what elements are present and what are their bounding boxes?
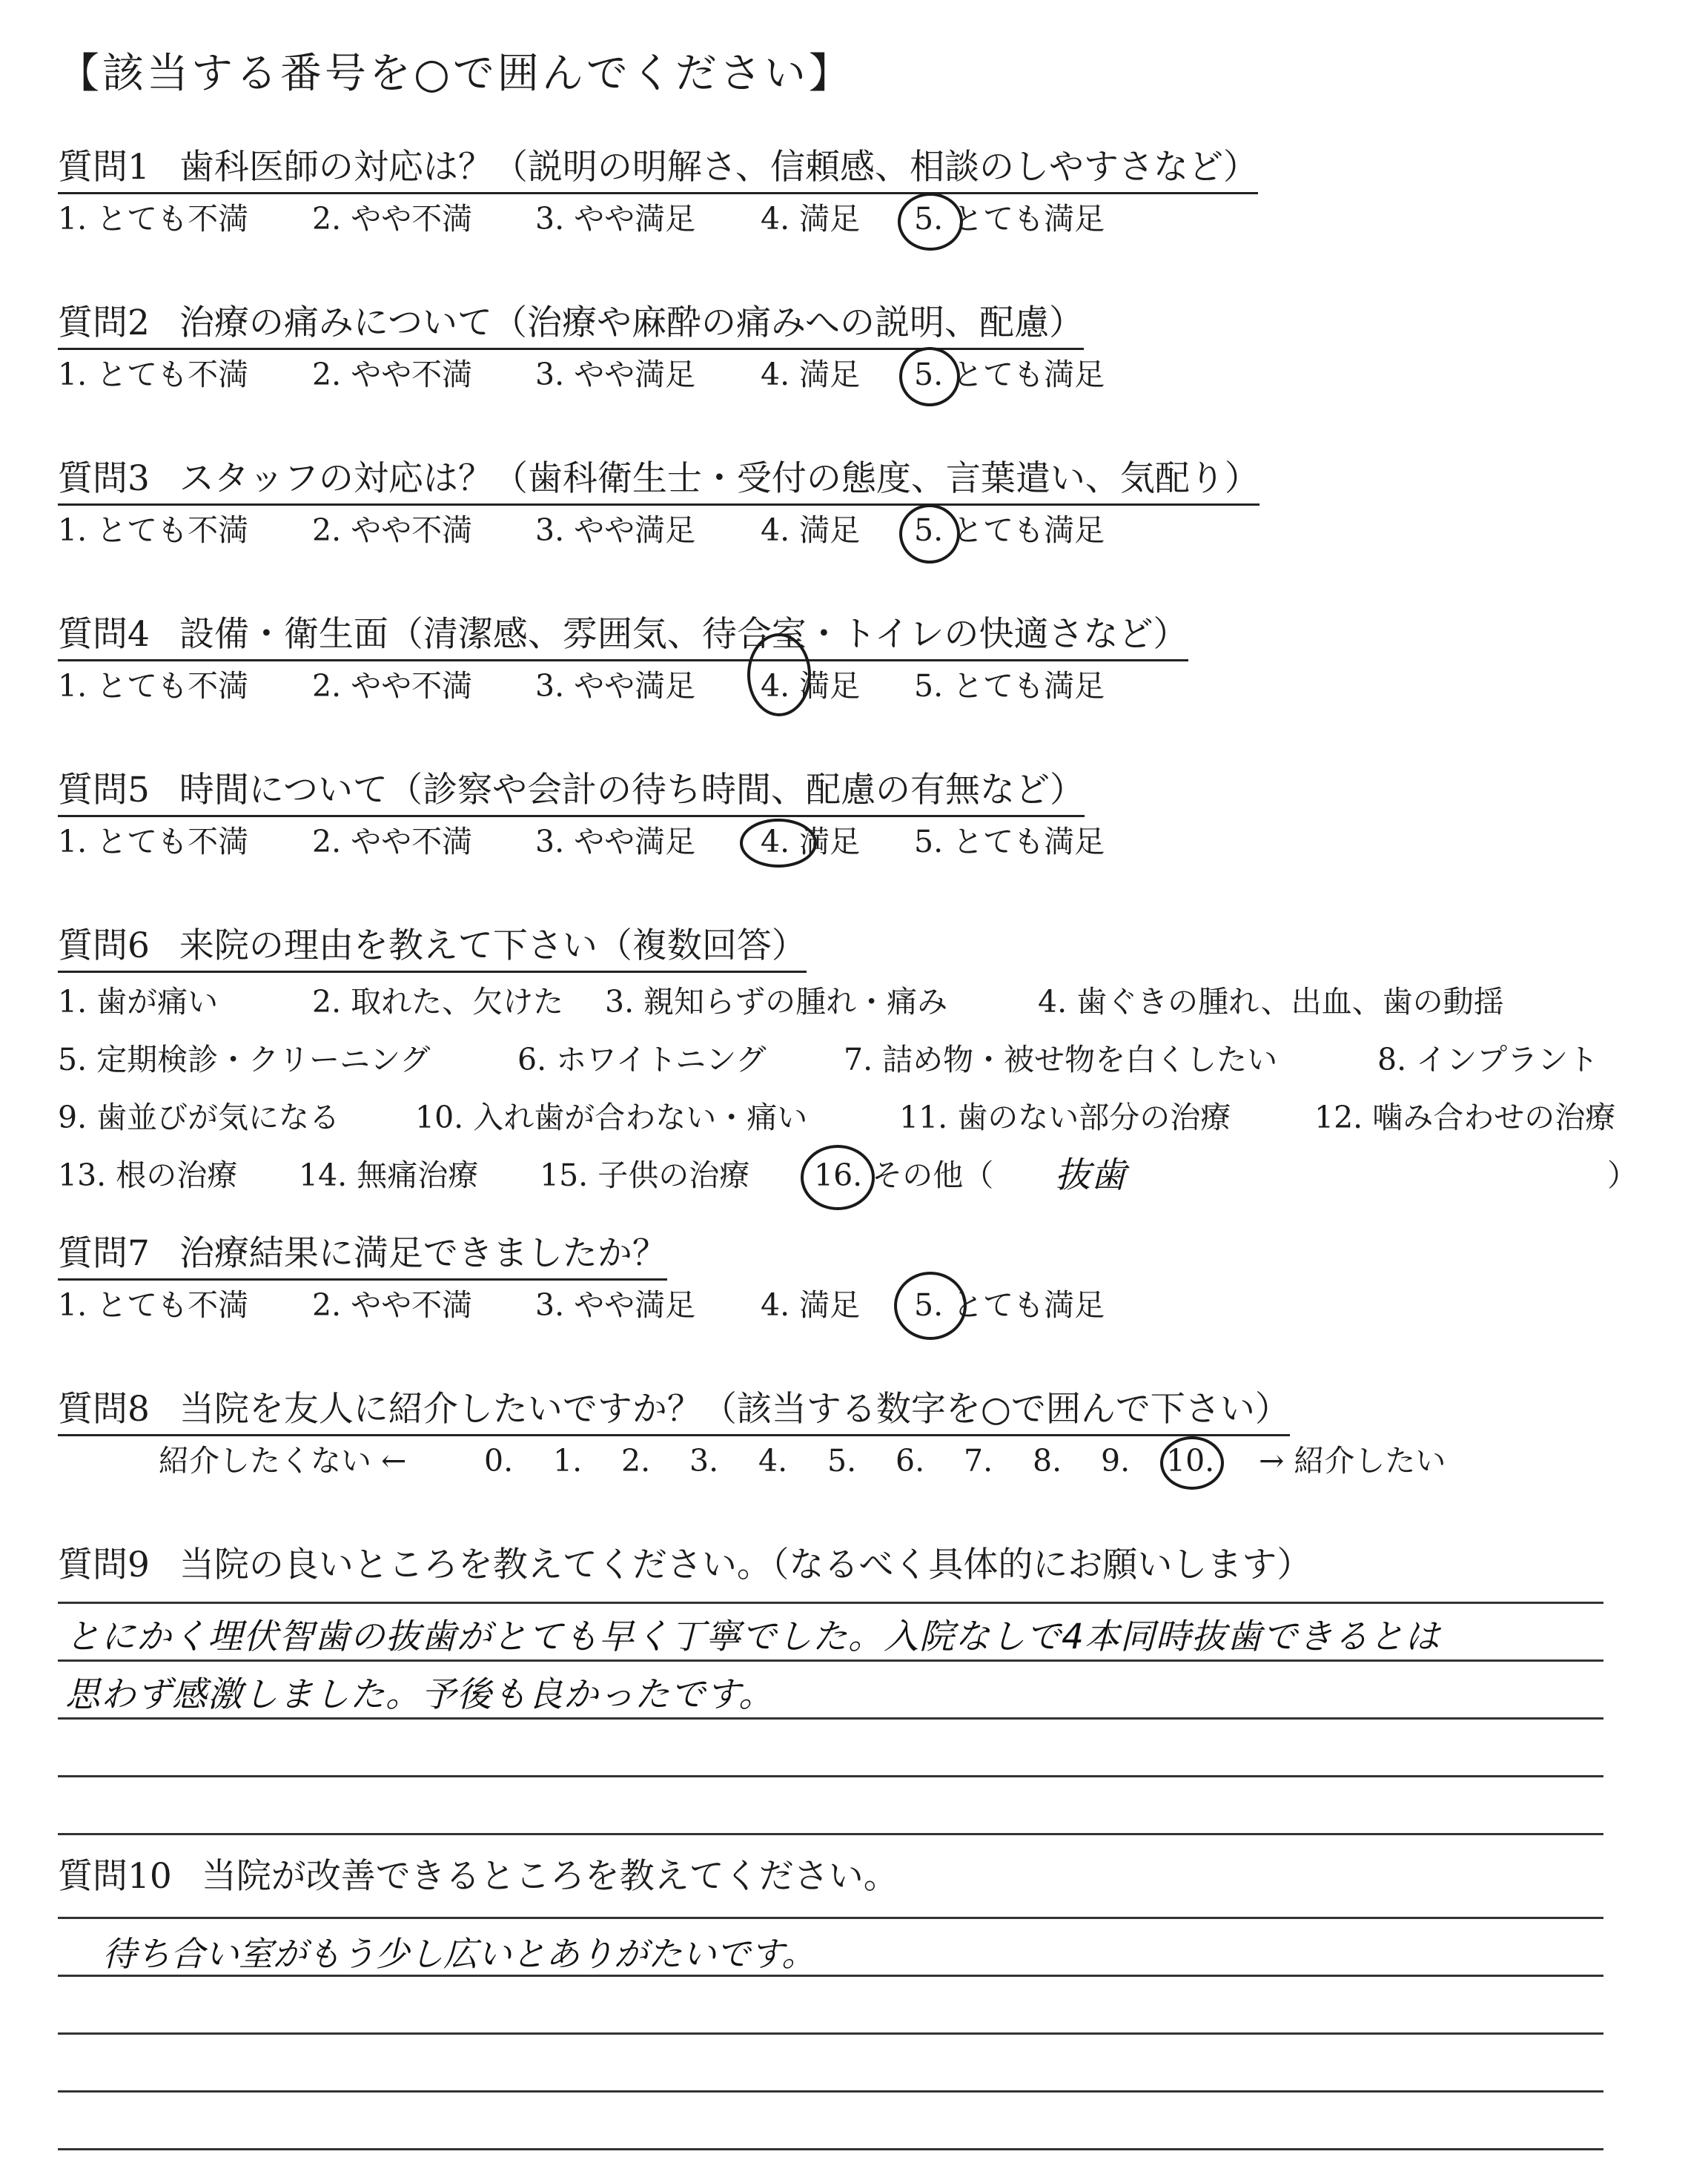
- ruled-line: [58, 1775, 1603, 1777]
- scale-number[interactable]: 10.: [1166, 1443, 1215, 1479]
- reason-option[interactable]: 5. 定期検診・クリーニング: [58, 1042, 431, 1077]
- rating-options: [58, 1281, 1674, 1330]
- scale-number[interactable]: 0.: [484, 1443, 514, 1479]
- question-3: [58, 456, 1674, 555]
- scale-number[interactable]: 7.: [964, 1443, 993, 1479]
- question-5: [58, 767, 1674, 866]
- reason-option[interactable]: 13. 根の治療: [58, 1157, 238, 1193]
- reason-row: [58, 973, 1674, 1031]
- question-text: 歯科医師の対応は？（説明の明解さ、信頼感、相談のしやすさなど）: [179, 147, 1259, 188]
- option-2[interactable]: 2. やや不満: [312, 512, 473, 548]
- question-number: 質問3: [58, 458, 150, 499]
- option-2[interactable]: 2. やや不満: [312, 201, 473, 237]
- ruled-line: [58, 2148, 1603, 2150]
- reason-option[interactable]: 9. 歯並びが気になる: [58, 1100, 340, 1135]
- option-1[interactable]: 1. とても不満: [58, 668, 249, 704]
- question-9: [58, 1542, 1674, 1590]
- reason-option[interactable]: 7. 詰め物・被せ物を白くしたい: [844, 1042, 1278, 1077]
- option-1[interactable]: 1. とても不満: [58, 512, 249, 548]
- option-5[interactable]: 5. とても満足: [914, 201, 1105, 237]
- reason-option[interactable]: 2. 取れた、欠けた: [312, 984, 564, 1020]
- rating-options: [58, 350, 1674, 399]
- option-3[interactable]: 3. やや満足: [535, 668, 696, 704]
- option-2[interactable]: 2. やや不満: [312, 357, 473, 392]
- question-heading: [58, 1231, 667, 1281]
- selection-circle: [747, 633, 811, 716]
- option-3[interactable]: 3. やや満足: [535, 512, 696, 548]
- option-1[interactable]: 1. とても不満: [58, 357, 249, 392]
- scale-number[interactable]: 1.: [553, 1443, 583, 1479]
- option-5[interactable]: 5. とても満足: [914, 1287, 1105, 1323]
- question-text: 設備・衛生面（清潔感、雰囲気、待合室・トイレの快適さなど）: [179, 614, 1188, 655]
- rating-options: [58, 661, 1674, 710]
- option-3[interactable]: 3. やや満足: [535, 201, 696, 237]
- question-1: [58, 145, 1674, 243]
- question-text: スタッフの対応は？（歯科衛生士・受付の態度、言葉遣い、気配り）: [179, 458, 1260, 499]
- question-heading: [58, 767, 1085, 817]
- scale-number[interactable]: 2.: [621, 1443, 651, 1479]
- question-6: [58, 923, 1674, 1204]
- reason-option[interactable]: 3. 親知らずの腫れ・痛み: [605, 984, 948, 1020]
- option-2[interactable]: 2. やや不満: [312, 824, 473, 859]
- other-close-paren: ）: [1607, 1157, 1638, 1193]
- selection-circle: [899, 347, 960, 406]
- selection-circle: [740, 819, 817, 868]
- option-5[interactable]: 5. とても満足: [914, 512, 1105, 548]
- reason-row: [58, 1146, 1674, 1204]
- option-5[interactable]: 5. とても満足: [914, 668, 1105, 704]
- recommend-scale: [58, 1436, 1674, 1485]
- question-number: 質問9: [58, 1545, 150, 1585]
- selection-circle: [894, 1272, 967, 1340]
- page-title: 【該当する番号を○で囲んでください】: [58, 50, 853, 98]
- ruled-line: [58, 2032, 1603, 2035]
- scale-number[interactable]: 5.: [827, 1443, 857, 1479]
- option-3[interactable]: 3. やや満足: [535, 1287, 696, 1323]
- reason-option[interactable]: 15. 子供の治療: [540, 1157, 750, 1193]
- question-heading: [58, 1854, 898, 1901]
- handwritten-answer-line: とにかく埋伏智歯の抜歯がとても早く丁寧でした。入院なしで4本同時抜歯できるとは: [65, 1616, 1440, 1657]
- question-4: [58, 612, 1674, 710]
- option-4[interactable]: 4. 満足: [761, 1287, 861, 1323]
- scale-number[interactable]: 4.: [758, 1443, 788, 1479]
- question-number: 質問6: [58, 925, 150, 966]
- question-text: 時間について（診察や会計の待ち時間、配慮の有無など）: [179, 770, 1085, 810]
- scale-left-label: 紹介したくない ←: [159, 1443, 407, 1479]
- question-text: 当院を友人に紹介したいですか？（該当する数字を○で囲んで下さい）: [179, 1389, 1290, 1430]
- handwritten-answer-line: 思わず感激しました。予後も良かったです。: [65, 1674, 775, 1715]
- scale-right-label: → 紹介したい: [1259, 1443, 1446, 1479]
- question-8: [58, 1387, 1674, 1485]
- reason-option[interactable]: 6. ホワイトニング: [517, 1042, 767, 1077]
- reason-option[interactable]: 8. インプラント: [1377, 1042, 1599, 1077]
- option-4[interactable]: 4. 満足: [761, 357, 861, 392]
- option-4[interactable]: 4. 満足: [761, 668, 861, 704]
- reason-option[interactable]: 12. 噛み合わせの治療: [1314, 1100, 1616, 1135]
- reason-option[interactable]: 14. 無痛治療: [299, 1157, 479, 1193]
- reason-option[interactable]: 4. 歯ぐきの腫れ、出血、歯の動揺: [1038, 984, 1504, 1020]
- question-10: [58, 1854, 1674, 1901]
- question-text: 当院が改善できるところを教えてください。: [201, 1856, 898, 1897]
- reason-option-other[interactable]: 16. その他（: [814, 1157, 994, 1193]
- ruled-line: [58, 1659, 1603, 1662]
- option-4[interactable]: 4. 満足: [761, 824, 861, 859]
- handwritten-answer-line: 待ち合い室がもう少し広いとありがたいです。: [102, 1934, 816, 1974]
- ruled-line: [58, 1717, 1603, 1720]
- ruled-line: [58, 1833, 1603, 1835]
- question-text: 当院の良いところを教えてください。（なるべく具体的にお願いします）: [179, 1545, 1312, 1585]
- reason-row: [58, 1089, 1674, 1146]
- ruled-line: [58, 1917, 1603, 1919]
- option-5[interactable]: 5. とても満足: [914, 824, 1105, 859]
- answer-area-q10[interactable]: [58, 1917, 1603, 2154]
- option-5[interactable]: 5. とても満足: [914, 357, 1105, 392]
- question-text: 治療結果に満足できましたか？: [179, 1233, 667, 1274]
- ruled-line: [58, 2090, 1603, 2093]
- reason-row: [58, 1031, 1674, 1089]
- option-2[interactable]: 2. やや不満: [312, 1287, 473, 1323]
- rating-options: [58, 194, 1674, 243]
- reason-options: [58, 973, 1674, 1204]
- reason-option[interactable]: 10. 入れ歯が合わない・痛い: [415, 1100, 808, 1135]
- option-1[interactable]: 1. とても不満: [58, 201, 249, 237]
- selection-circle: [1160, 1436, 1224, 1490]
- option-1[interactable]: 1. とても不満: [58, 824, 249, 859]
- question-heading: [58, 145, 1258, 194]
- reason-option[interactable]: 1. 歯が痛い: [58, 984, 219, 1020]
- question-heading: [58, 456, 1260, 506]
- question-heading: [58, 923, 807, 973]
- option-3[interactable]: 3. やや満足: [535, 357, 696, 392]
- question-text: 来院の理由を教えて下さい（複数回答）: [179, 925, 807, 966]
- question-text: 治療の痛みについて（治療や麻酔の痛みへの説明、配慮）: [179, 303, 1085, 343]
- question-number: 質問1: [58, 147, 150, 188]
- option-2[interactable]: 2. やや不満: [312, 668, 473, 704]
- question-number: 質問10: [58, 1856, 172, 1897]
- question-number: 質問4: [58, 614, 150, 655]
- other-handwritten-answer: 抜歯: [1055, 1155, 1127, 1196]
- selection-circle: [898, 193, 963, 251]
- selection-circle: [899, 504, 960, 564]
- scale-number[interactable]: 6.: [896, 1443, 925, 1479]
- question-number: 質問7: [58, 1233, 150, 1274]
- option-4[interactable]: 4. 満足: [761, 201, 861, 237]
- answer-area-q9[interactable]: [58, 1602, 1603, 1839]
- rating-options: [58, 817, 1674, 866]
- question-heading: [58, 1542, 1311, 1590]
- question-number: 質問8: [58, 1389, 150, 1430]
- rating-options: [58, 506, 1674, 555]
- selection-circle: [801, 1145, 875, 1210]
- scale-number[interactable]: 9.: [1101, 1443, 1131, 1479]
- scale-number[interactable]: 8.: [1033, 1443, 1062, 1479]
- option-1[interactable]: 1. とても不満: [58, 1287, 249, 1323]
- question-number: 質問2: [58, 303, 150, 343]
- question-heading: [58, 1387, 1290, 1436]
- ruled-line: [58, 1602, 1603, 1604]
- question-heading: [58, 300, 1084, 350]
- option-3[interactable]: 3. やや満足: [535, 824, 696, 859]
- question-number: 質問5: [58, 770, 150, 810]
- question-7: [58, 1231, 1674, 1330]
- reason-option[interactable]: 11. 歯のない部分の治療: [899, 1100, 1231, 1135]
- question-heading: [58, 612, 1188, 661]
- question-2: [58, 300, 1674, 399]
- scale-number[interactable]: 3.: [689, 1443, 719, 1479]
- option-4[interactable]: 4. 満足: [761, 512, 861, 548]
